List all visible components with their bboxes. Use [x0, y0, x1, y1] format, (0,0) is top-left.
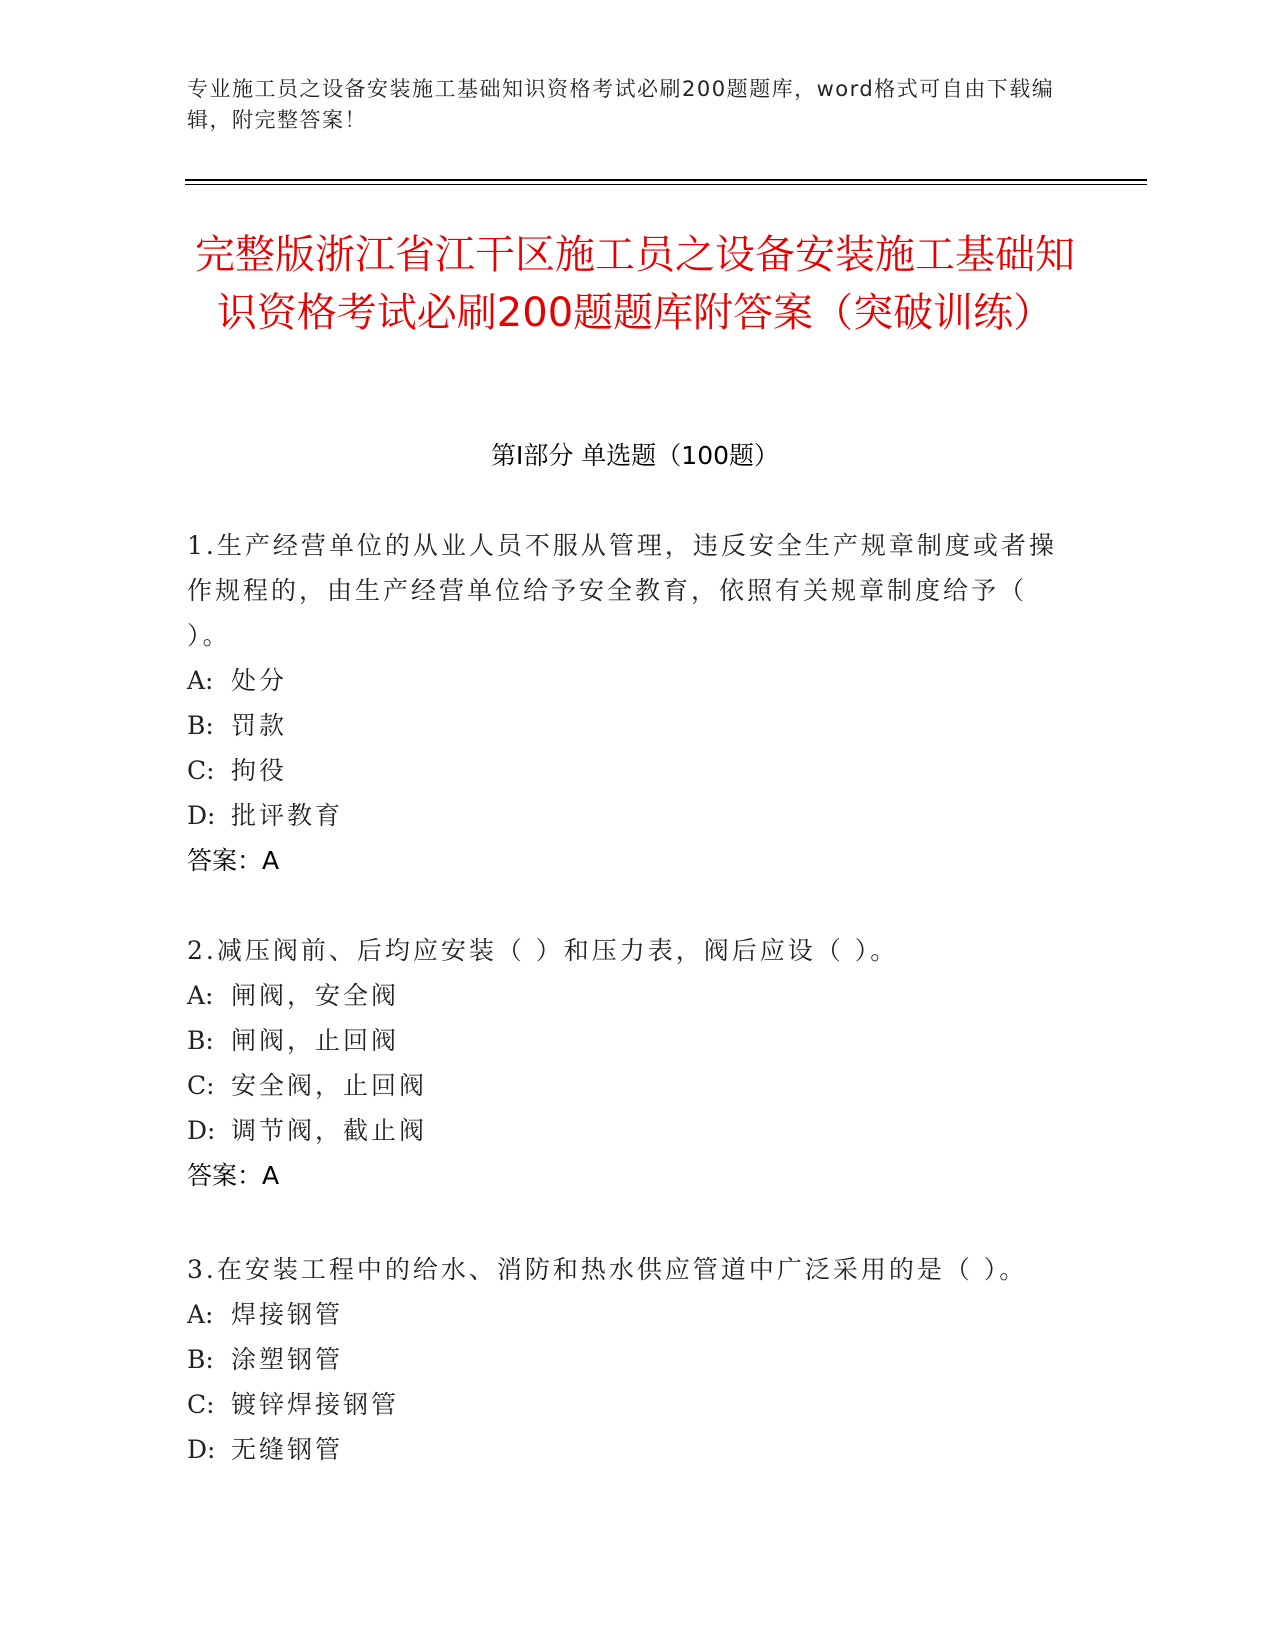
option-text: 批评教育: [231, 801, 344, 830]
header-note: 专业施工员之设备安装施工基础知识资格考试必刷200题题库，word格式可自由下载编辑，附完整答案！: [187, 77, 1055, 132]
option-text: 闸阀，止回阀: [231, 1026, 400, 1055]
option-letter: B:: [187, 1026, 214, 1055]
document-title: 完整版浙江省江干区施工员之设备安装施工基础知识资格考试必刷200题题库附答案（突破训练）: [195, 232, 1075, 336]
option-b: [187, 1337, 1067, 1382]
option-d: [187, 1427, 1067, 1472]
option-b: [187, 1018, 1067, 1063]
option-d: [187, 1108, 1067, 1153]
option-text: 焊接钢管: [231, 1300, 344, 1329]
header-rule-thick: [185, 179, 1147, 181]
option-text: 调节阀，截止阀: [231, 1116, 428, 1145]
question-stem: 3.在安装工程中的给水、消防和热水供应管道中广泛采用的是（ ）。: [187, 1255, 1028, 1284]
section-title: 第I部分 单选题（100题）: [490, 441, 780, 470]
option-letter: C:: [187, 756, 215, 785]
header-rule-thin: [185, 184, 1147, 185]
answer-value: A: [262, 846, 280, 875]
question-3: [187, 1247, 1067, 1472]
option-letter: C:: [187, 1390, 215, 1419]
option-d: [187, 793, 1067, 838]
option-text: 安全阀，止回阀: [231, 1071, 428, 1100]
question-stem: 2.减压阀前、后均应安装（ ）和压力表，阀后应设（ ）。: [187, 936, 899, 965]
option-letter: A:: [187, 1300, 214, 1329]
answer-line: [187, 838, 1067, 883]
option-a: [187, 973, 1067, 1018]
option-c: [187, 748, 1067, 793]
option-a: [187, 1292, 1067, 1337]
option-text: 闸阀，安全阀: [231, 981, 400, 1010]
option-c: [187, 1063, 1067, 1108]
answer-label: 答案：: [187, 1161, 263, 1190]
option-b: [187, 703, 1067, 748]
option-text: 罚款: [231, 711, 288, 740]
option-letter: D:: [187, 1435, 216, 1464]
answer-value: A: [262, 1161, 280, 1190]
option-text: 无缝钢管: [231, 1435, 344, 1464]
answer-label: 答案：: [187, 846, 263, 875]
option-text: 拘役: [231, 756, 288, 785]
option-letter: C:: [187, 1071, 215, 1100]
question-1: [187, 523, 1067, 883]
option-text: 涂塑钢管: [231, 1345, 344, 1374]
option-text: 处分: [231, 666, 288, 695]
answer-line: [187, 1153, 1067, 1198]
option-c: [187, 1382, 1067, 1427]
option-letter: A:: [187, 981, 214, 1010]
option-a: [187, 658, 1067, 703]
question-stem: 1.生产经营单位的从业人员不服从管理，违反安全生产规章制度或者操作规程的，由生产经营单位给予安全教育，依照有关规章制度给予（ ）。: [187, 531, 1057, 650]
question-2: [187, 928, 1067, 1198]
option-letter: A:: [187, 666, 214, 695]
option-letter: B:: [187, 711, 214, 740]
option-letter: D:: [187, 1116, 216, 1145]
option-letter: B:: [187, 1345, 214, 1374]
option-letter: D:: [187, 801, 216, 830]
option-text: 镀锌焊接钢管: [231, 1390, 400, 1419]
